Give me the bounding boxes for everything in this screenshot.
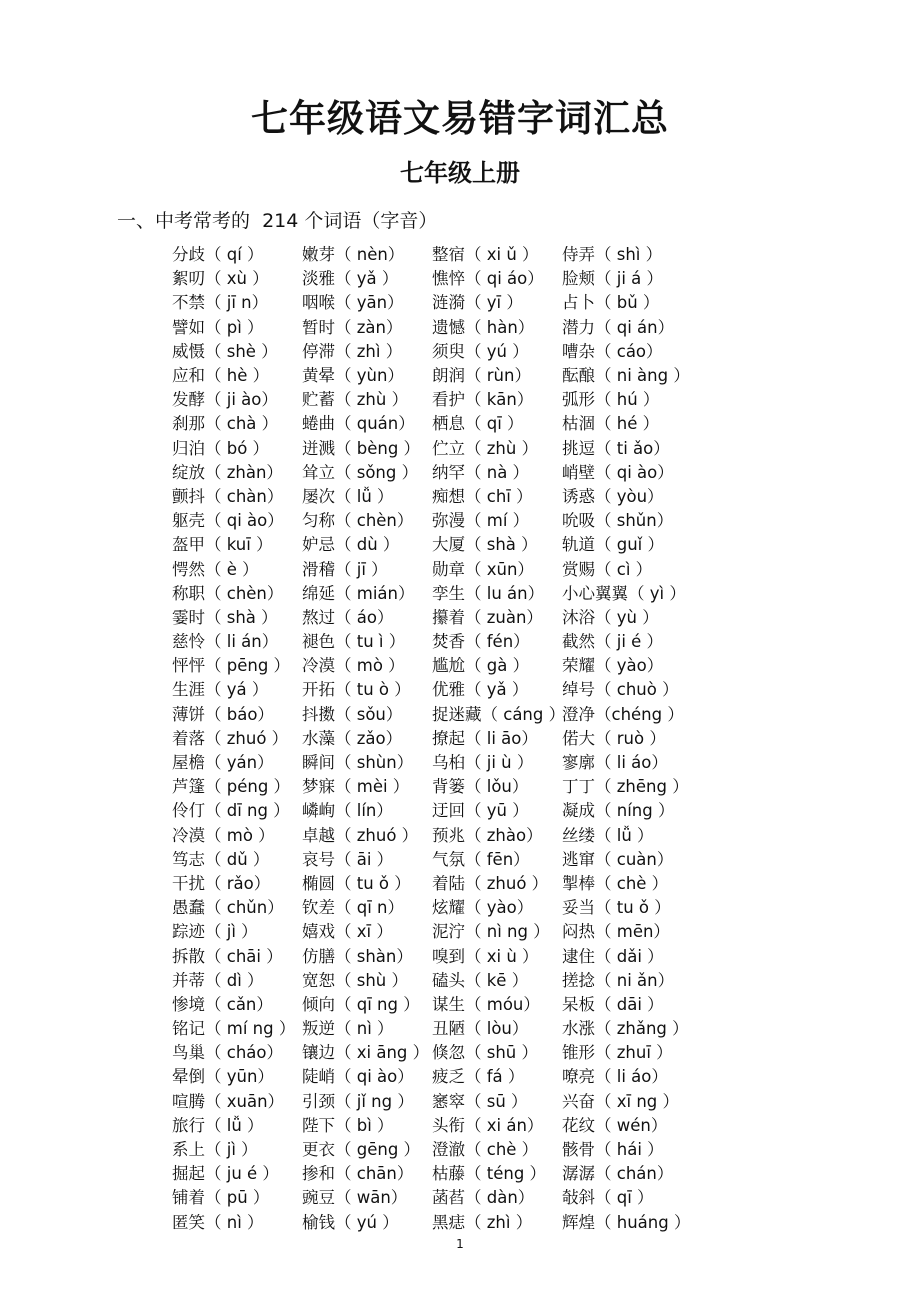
vocab-entry: 水涨（ zhǎng ）: [562, 1019, 689, 1039]
vocab-entry: 侍弄（ shì ）: [562, 245, 663, 265]
vocab-entry: 绽放（ zhàn）: [172, 462, 283, 482]
vocab-row: [172, 749, 752, 773]
vocab-entry: 疲乏（ fá ）: [432, 1067, 525, 1087]
vocab-row: [172, 483, 752, 507]
page-title: 七年级语文易错字词汇总: [251, 97, 669, 140]
vocab-entry: 慈怜（ li án）: [172, 632, 279, 652]
vocab-entry: 褪色（ tu ì ）: [302, 632, 406, 652]
vocab-row: [172, 580, 752, 604]
vocab-entry: 称职（ chèn）: [172, 583, 284, 603]
vocab-entry: 整宿（ xi ǔ ）: [432, 245, 539, 265]
vocab-entry: 陡峭（ qi ào）: [302, 1067, 414, 1087]
vocab-row: [172, 942, 752, 966]
vocab-entry: 颤抖（ chàn）: [172, 486, 284, 506]
vocab-entry: 丝缕（ lǚ ）: [562, 825, 654, 845]
vocab-entry: 生涯（ yá ）: [172, 680, 269, 700]
vocab-entry: 泥泞（ nì ng ）: [432, 922, 550, 942]
vocab-entry: 旅行（ lǚ ）: [172, 1115, 264, 1135]
vocab-entry: 喧腾（ xuān）: [172, 1091, 285, 1111]
vocab-entry: 迸溅（ bèng ）: [302, 438, 421, 458]
vocab-row: [172, 410, 752, 434]
vocab-entry: 停滞（ zhì ）: [302, 341, 403, 361]
vocab-entry: 贮蓄（ zhù ）: [302, 390, 409, 410]
vocab-entry: 丑陋（ lòu）: [432, 1019, 529, 1039]
vocab-entry: 绵延（ mián）: [302, 583, 415, 603]
vocab-entry: 倾向（ qī ng ）: [302, 994, 420, 1014]
vocab-entry: 赏赐（ cì ）: [562, 559, 653, 579]
vocab-row: [172, 507, 752, 531]
vocab-entry: 谋生（ móu）: [432, 994, 540, 1014]
vocab-entry: 峭壁（ qi ào）: [562, 462, 674, 482]
vocabulary-grid: [172, 241, 752, 1233]
vocab-entry: 花纹（ wén）: [562, 1115, 668, 1135]
vocab-entry: 归泊（ bó ）: [172, 438, 270, 458]
vocab-entry: 威慑（ shè ）: [172, 341, 278, 361]
vocab-entry: 乌桕（ ji ù ）: [432, 753, 534, 773]
vocab-entry: 并蒂（ dì ）: [172, 970, 264, 990]
vocab-entry: 轨道（ guǐ ）: [562, 535, 665, 555]
vocab-entry: 芦篷（ péng ）: [172, 777, 291, 797]
vocab-entry: 嫩芽（ nèn）: [302, 245, 405, 265]
vocab-entry: 蜷曲（ quán）: [302, 414, 415, 434]
vocab-entry: 宽恕（ shù ）: [302, 970, 409, 990]
vocab-entry: 叛逆（ nì ）: [302, 1019, 394, 1039]
vocab-row: [172, 652, 752, 676]
vocab-row: [172, 314, 752, 338]
vocab-entry: 屡次（ lǚ ）: [302, 486, 394, 506]
vocab-entry: 捉迷藏（ cáng ）: [432, 704, 566, 724]
vocab-entry: 弥漫（ mí ）: [432, 511, 530, 531]
vocab-row: [172, 991, 752, 1015]
vocab-entry: 看护（ kān）: [432, 390, 534, 410]
vocab-entry: 迂回（ yū ）: [432, 801, 529, 821]
vocab-entry: 憔悴（ qi áo）: [432, 269, 544, 289]
vocab-entry: 熬过（ áo）: [302, 607, 394, 627]
vocab-row: [172, 555, 752, 579]
vocab-entry: 惨境（ cǎn）: [172, 994, 273, 1014]
vocab-entry: 屋檐（ yán）: [172, 753, 274, 773]
vocab-entry: 椭圆（ tu ǒ ）: [302, 873, 411, 893]
vocab-row: [172, 773, 752, 797]
vocab-entry: 遗憾（ hàn）: [432, 317, 535, 337]
vocab-entry: 嗅到（ xi ù ）: [432, 946, 539, 966]
vocab-entry: 滑稽（ jī ）: [302, 559, 388, 579]
vocab-entry: 辉煌（ huáng ）: [562, 1212, 691, 1232]
vocab-entry: 头衔（ xi án）: [432, 1115, 544, 1135]
vocab-entry: 逮住（ dǎi ）: [562, 946, 664, 966]
vocab-entry: 絮叨（ xù ）: [172, 269, 269, 289]
section-subtitle: 七年级上册: [400, 159, 520, 187]
vocab-entry: 菡萏（ dàn）: [432, 1188, 535, 1208]
vocab-entry: 瞬间（ shùn）: [302, 753, 414, 773]
vocab-entry: 镶边（ xi āng ）: [302, 1043, 430, 1063]
vocab-row: [172, 894, 752, 918]
vocab-entry: 晕倒（ yūn）: [172, 1067, 274, 1087]
vocab-entry: 刹那（ chà ）: [172, 414, 279, 434]
vocab-row: [172, 1088, 752, 1112]
vocab-row: [172, 725, 752, 749]
vocab-entry: 嬉戏（ xī ）: [302, 922, 393, 942]
vocab-entry: 盔甲（ kuī ）: [172, 535, 273, 555]
vocab-entry: 潺潺（ chán）: [562, 1164, 674, 1184]
vocab-entry: 朗润（ rùn）: [432, 366, 531, 386]
vocab-entry: 敧斜（ qī ）: [562, 1188, 654, 1208]
vocab-entry: 凝成（ níng ）: [562, 801, 675, 821]
vocab-entry: 冷漠（ mò ）: [172, 825, 275, 845]
vocab-row: [172, 918, 752, 942]
vocab-entry: 妥当（ tu ǒ ）: [562, 898, 671, 918]
vocab-entry: 薄饼（ báo）: [172, 704, 274, 724]
vocab-row: [172, 1063, 752, 1087]
vocab-entry: 淡雅（ yǎ ）: [302, 269, 399, 289]
vocab-entry: 躯壳（ qi ào）: [172, 511, 284, 531]
vocab-entry: 倏忽（ shū ）: [432, 1043, 539, 1063]
vocab-entry: 攥着（ zuàn）: [432, 607, 543, 627]
vocab-entry: 更衣（ gēng ）: [302, 1140, 421, 1160]
vocab-row: [172, 846, 752, 870]
vocab-entry: 着陆（ zhuó ）: [432, 873, 549, 893]
vocab-row: [172, 822, 752, 846]
vocab-entry: 引颈（ jǐ ng ）: [302, 1091, 414, 1111]
vocab-row: [172, 1112, 752, 1136]
vocab-row: [172, 701, 752, 725]
vocab-entry: 陛下（ bì ）: [302, 1115, 394, 1135]
section-heading: 一、中考常考的 214 个词语（字音）: [117, 210, 438, 232]
vocab-entry: 鸟巢（ cháo）: [172, 1043, 283, 1063]
vocab-entry: 系上（ jì ）: [172, 1140, 258, 1160]
vocab-entry: 绰号（ chuò ）: [562, 680, 679, 700]
vocab-entry: 沐浴（ yù ）: [562, 607, 659, 627]
vocab-entry: 寥廓（ li áo）: [562, 753, 668, 773]
vocab-row: [172, 797, 752, 821]
vocab-entry: 拆散（ chāi ）: [172, 946, 283, 966]
vocab-entry: 挑逗（ ti ǎo）: [562, 438, 670, 458]
vocab-entry: 干扰（ rǎo）: [172, 873, 271, 893]
vocab-row: [172, 1184, 752, 1208]
vocab-entry: 锥形（ zhuī ）: [562, 1043, 673, 1063]
vocab-entry: 窸窣（ sū ）: [432, 1091, 528, 1111]
vocab-entry: 枯涸（ hé ）: [562, 414, 660, 434]
vocab-entry: 譬如（ pì ）: [172, 317, 264, 337]
vocab-entry: 尴尬（ gà ）: [432, 656, 530, 676]
vocab-entry: 抖擞（ sǒu）: [302, 704, 403, 724]
vocab-row: [172, 1160, 752, 1184]
vocab-row: [172, 531, 752, 555]
vocab-entry: 炫耀（ yào）: [432, 898, 534, 918]
vocab-entry: 嘈杂（ cáo）: [562, 341, 663, 361]
vocab-row: [172, 870, 752, 894]
vocab-entry: 气氛（ fēn）: [432, 849, 530, 869]
vocab-entry: 愚蠢（ chǔn）: [172, 898, 284, 918]
vocab-row: [172, 241, 752, 265]
vocab-entry: 卓越（ zhuó ）: [302, 825, 419, 845]
vocab-entry: 着落（ zhuó ）: [172, 728, 289, 748]
vocab-entry: 弧形（ hú ）: [562, 390, 660, 410]
vocab-entry: 痴想（ chī ）: [432, 486, 533, 506]
vocab-entry: 铭记（ mí ng ）: [172, 1019, 296, 1039]
vocab-entry: 纳罕（ nà ）: [432, 462, 530, 482]
vocab-entry: 笃志（ dǔ ）: [172, 849, 270, 869]
vocab-row: [172, 435, 752, 459]
vocab-entry: 闷热（ mēn）: [562, 922, 670, 942]
vocab-entry: 掘起（ ju é ）: [172, 1164, 279, 1184]
vocab-row: [172, 604, 752, 628]
vocab-entry: 掺和（ chān）: [302, 1164, 414, 1184]
vocab-row: [172, 1015, 752, 1039]
vocab-entry: 伫立（ zhù ）: [432, 438, 539, 458]
vocab-entry: 澄净（chéng ）: [562, 704, 684, 724]
vocab-entry: 暂时（ zàn）: [302, 317, 403, 337]
vocab-entry: 吮吸（ shǔn）: [562, 511, 674, 531]
vocab-row: [172, 362, 752, 386]
vocab-entry: 骸骨（ hái ）: [562, 1140, 664, 1160]
vocab-row: [172, 1039, 752, 1063]
vocab-entry: 冷漠（ mò ）: [302, 656, 405, 676]
vocab-row: [172, 265, 752, 289]
vocab-entry: 兴奋（ xī ng ）: [562, 1091, 680, 1111]
vocab-row: [172, 338, 752, 362]
vocab-row: [172, 289, 752, 313]
vocab-row: [172, 1209, 752, 1233]
vocab-entry: 优雅（ yǎ ）: [432, 680, 529, 700]
vocab-entry: 发酵（ ji ào）: [172, 390, 278, 410]
vocab-entry: 匀称（ chèn）: [302, 511, 414, 531]
vocab-entry: 大厦（ shà ）: [432, 535, 538, 555]
vocab-entry: 背篓（ lǒu）: [432, 777, 529, 797]
vocab-entry: 掣棒（ chè ）: [562, 873, 669, 893]
vocab-entry: 焚香（ fén）: [432, 632, 530, 652]
vocab-entry: 偌大（ ruò ）: [562, 728, 666, 748]
vocab-entry: 嘹亮（ li áo）: [562, 1067, 668, 1087]
vocab-entry: 霎时（ shà ）: [172, 607, 278, 627]
vocab-entry: 应和（ hè ）: [172, 366, 270, 386]
vocab-entry: 开拓（ tu ò ）: [302, 680, 411, 700]
vocab-entry: 咽喉（ yān）: [302, 293, 404, 313]
vocab-entry: 占卜（ bǔ ）: [562, 293, 660, 313]
vocab-entry: 撩起（ li āo）: [432, 728, 538, 748]
vocab-row: [172, 676, 752, 700]
vocab-row: [172, 459, 752, 483]
page-number: 1: [456, 1237, 464, 1251]
vocab-entry: 截然（ ji é ）: [562, 632, 664, 652]
vocab-entry: 匿笑（ nì ）: [172, 1212, 264, 1232]
vocab-entry: 哀号（ āi ）: [302, 849, 394, 869]
vocab-entry: 黑痣（ zhì ）: [432, 1212, 533, 1232]
vocab-entry: 枯藤（ téng ）: [432, 1164, 547, 1184]
vocab-entry: 涟漪（ yī ）: [432, 293, 523, 313]
vocab-entry: 诱惑（ yòu）: [562, 486, 664, 506]
vocab-row: [172, 1136, 752, 1160]
vocab-entry: 小心翼翼（ yì ）: [562, 583, 686, 603]
vocab-row: [172, 967, 752, 991]
vocab-entry: 澄澈（ chè ）: [432, 1140, 539, 1160]
vocab-entry: 脸颊（ ji á ）: [562, 269, 664, 289]
vocab-entry: 勋章（ xūn）: [432, 559, 534, 579]
vocab-entry: 荣耀（ yào）: [562, 656, 664, 676]
vocab-entry: 酝酿（ ni àng ）: [562, 366, 690, 386]
vocab-entry: 梦寐（ mèi ）: [302, 777, 410, 797]
vocab-entry: 妒忌（ dù ）: [302, 535, 400, 555]
vocab-entry: 嶙峋（ lín）: [302, 801, 393, 821]
vocab-entry: 丁丁（ zhēng ）: [562, 777, 689, 797]
vocab-entry: 伶仃（ dī ng ）: [172, 801, 290, 821]
vocab-entry: 愕然（ è ）: [172, 559, 259, 579]
vocab-entry: 豌豆（ wān）: [302, 1188, 408, 1208]
vocab-entry: 怦怦（ pēng ）: [172, 656, 291, 676]
vocab-row: [172, 628, 752, 652]
vocab-entry: 铺着（ pū ）: [172, 1188, 270, 1208]
vocab-entry: 榆钱（ yú ）: [302, 1212, 399, 1232]
vocab-entry: 呆板（ dāi ）: [562, 994, 664, 1014]
vocab-entry: 潜力（ qi án）: [562, 317, 675, 337]
vocab-entry: 黄晕（ yùn）: [302, 366, 404, 386]
vocab-entry: 仿膳（ shàn）: [302, 946, 413, 966]
vocab-entry: 预兆（ zhào）: [432, 825, 543, 845]
vocab-entry: 钦差（ qī n）: [302, 898, 405, 918]
vocab-entry: 水藻（ zǎo）: [302, 728, 403, 748]
vocab-row: [172, 386, 752, 410]
vocab-entry: 磕头（ kē ）: [432, 970, 529, 990]
vocab-entry: 须臾（ yú ）: [432, 341, 529, 361]
vocab-entry: 栖息（ qī ）: [432, 414, 524, 434]
vocab-entry: 搓捻（ ni ǎn）: [562, 970, 675, 990]
vocab-entry: 耸立（ sǒng ）: [302, 462, 419, 482]
vocab-entry: 分歧（ qí ）: [172, 245, 264, 265]
vocab-entry: 踪迹（ jì ）: [172, 922, 258, 942]
vocab-entry: 孪生（ lu án）: [432, 583, 545, 603]
vocab-entry: 逃窜（ cuàn）: [562, 849, 674, 869]
vocab-entry: 不禁（ jī n）: [172, 293, 269, 313]
